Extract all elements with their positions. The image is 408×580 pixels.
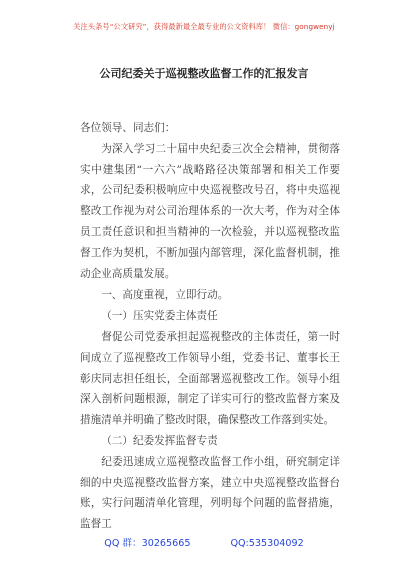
qq-group-number: QQ 群：30265665 xyxy=(104,538,191,549)
footer-contacts xyxy=(0,535,408,549)
page-title: 公司纪委关于巡视整改监督工作的汇报发言 xyxy=(99,67,309,80)
intro-paragraph: 为深入学习二十届中央纪委三次全会精神，贯彻落实中建集团“一六六”战略路径决策部署和相关工作要求，公司纪委积极响应中央巡视整改号召，将中央巡视整改工作视为对公司治理体系的一次大考，作为对全体员工责任意识和担当精神的一次检验，并以巡视整改监督工作为契机，不断加强内部管理，深化监督机制，推动企业高质量发展。 xyxy=(80,142,340,280)
header-banner: 关注头条号“公文研究”，获得最新最全最专业的公文资料库！ 微信：gongwenyj xyxy=(73,22,335,31)
salutation: 各位领导、同志们： xyxy=(80,122,176,134)
section-heading-1: 一、高度重视，立即行动。 xyxy=(101,289,229,302)
subsection-body-1: 督促公司党委承担起巡视整改的主体责任，第一时间成立了巡视整改工作领导小组，党委书记、董事长王彰庆同志担任组长，全面部署巡视整改工作。领导小组深入剖析问题根源，制定了详实可行的整改监督方案及措施清单并明确了整改时限，确保整改工作落到实处。 xyxy=(80,330,340,427)
subsection-body-2: 纪委迅速成立巡视整改监督工作小组，研究制定详细的中央巡视整改监督方案，建立中央巡视整改监督台账，实行问题清单化管理，列明每个问题的监督措施，监督工 xyxy=(80,455,340,531)
document-body xyxy=(80,118,340,535)
subsection-heading-2: （二）纪委发挥监督专责 xyxy=(101,434,218,447)
qq-contact-number: QQ:535304092 xyxy=(230,538,304,549)
subsection-heading-1: （一）压实党委主体责任 xyxy=(101,310,218,323)
